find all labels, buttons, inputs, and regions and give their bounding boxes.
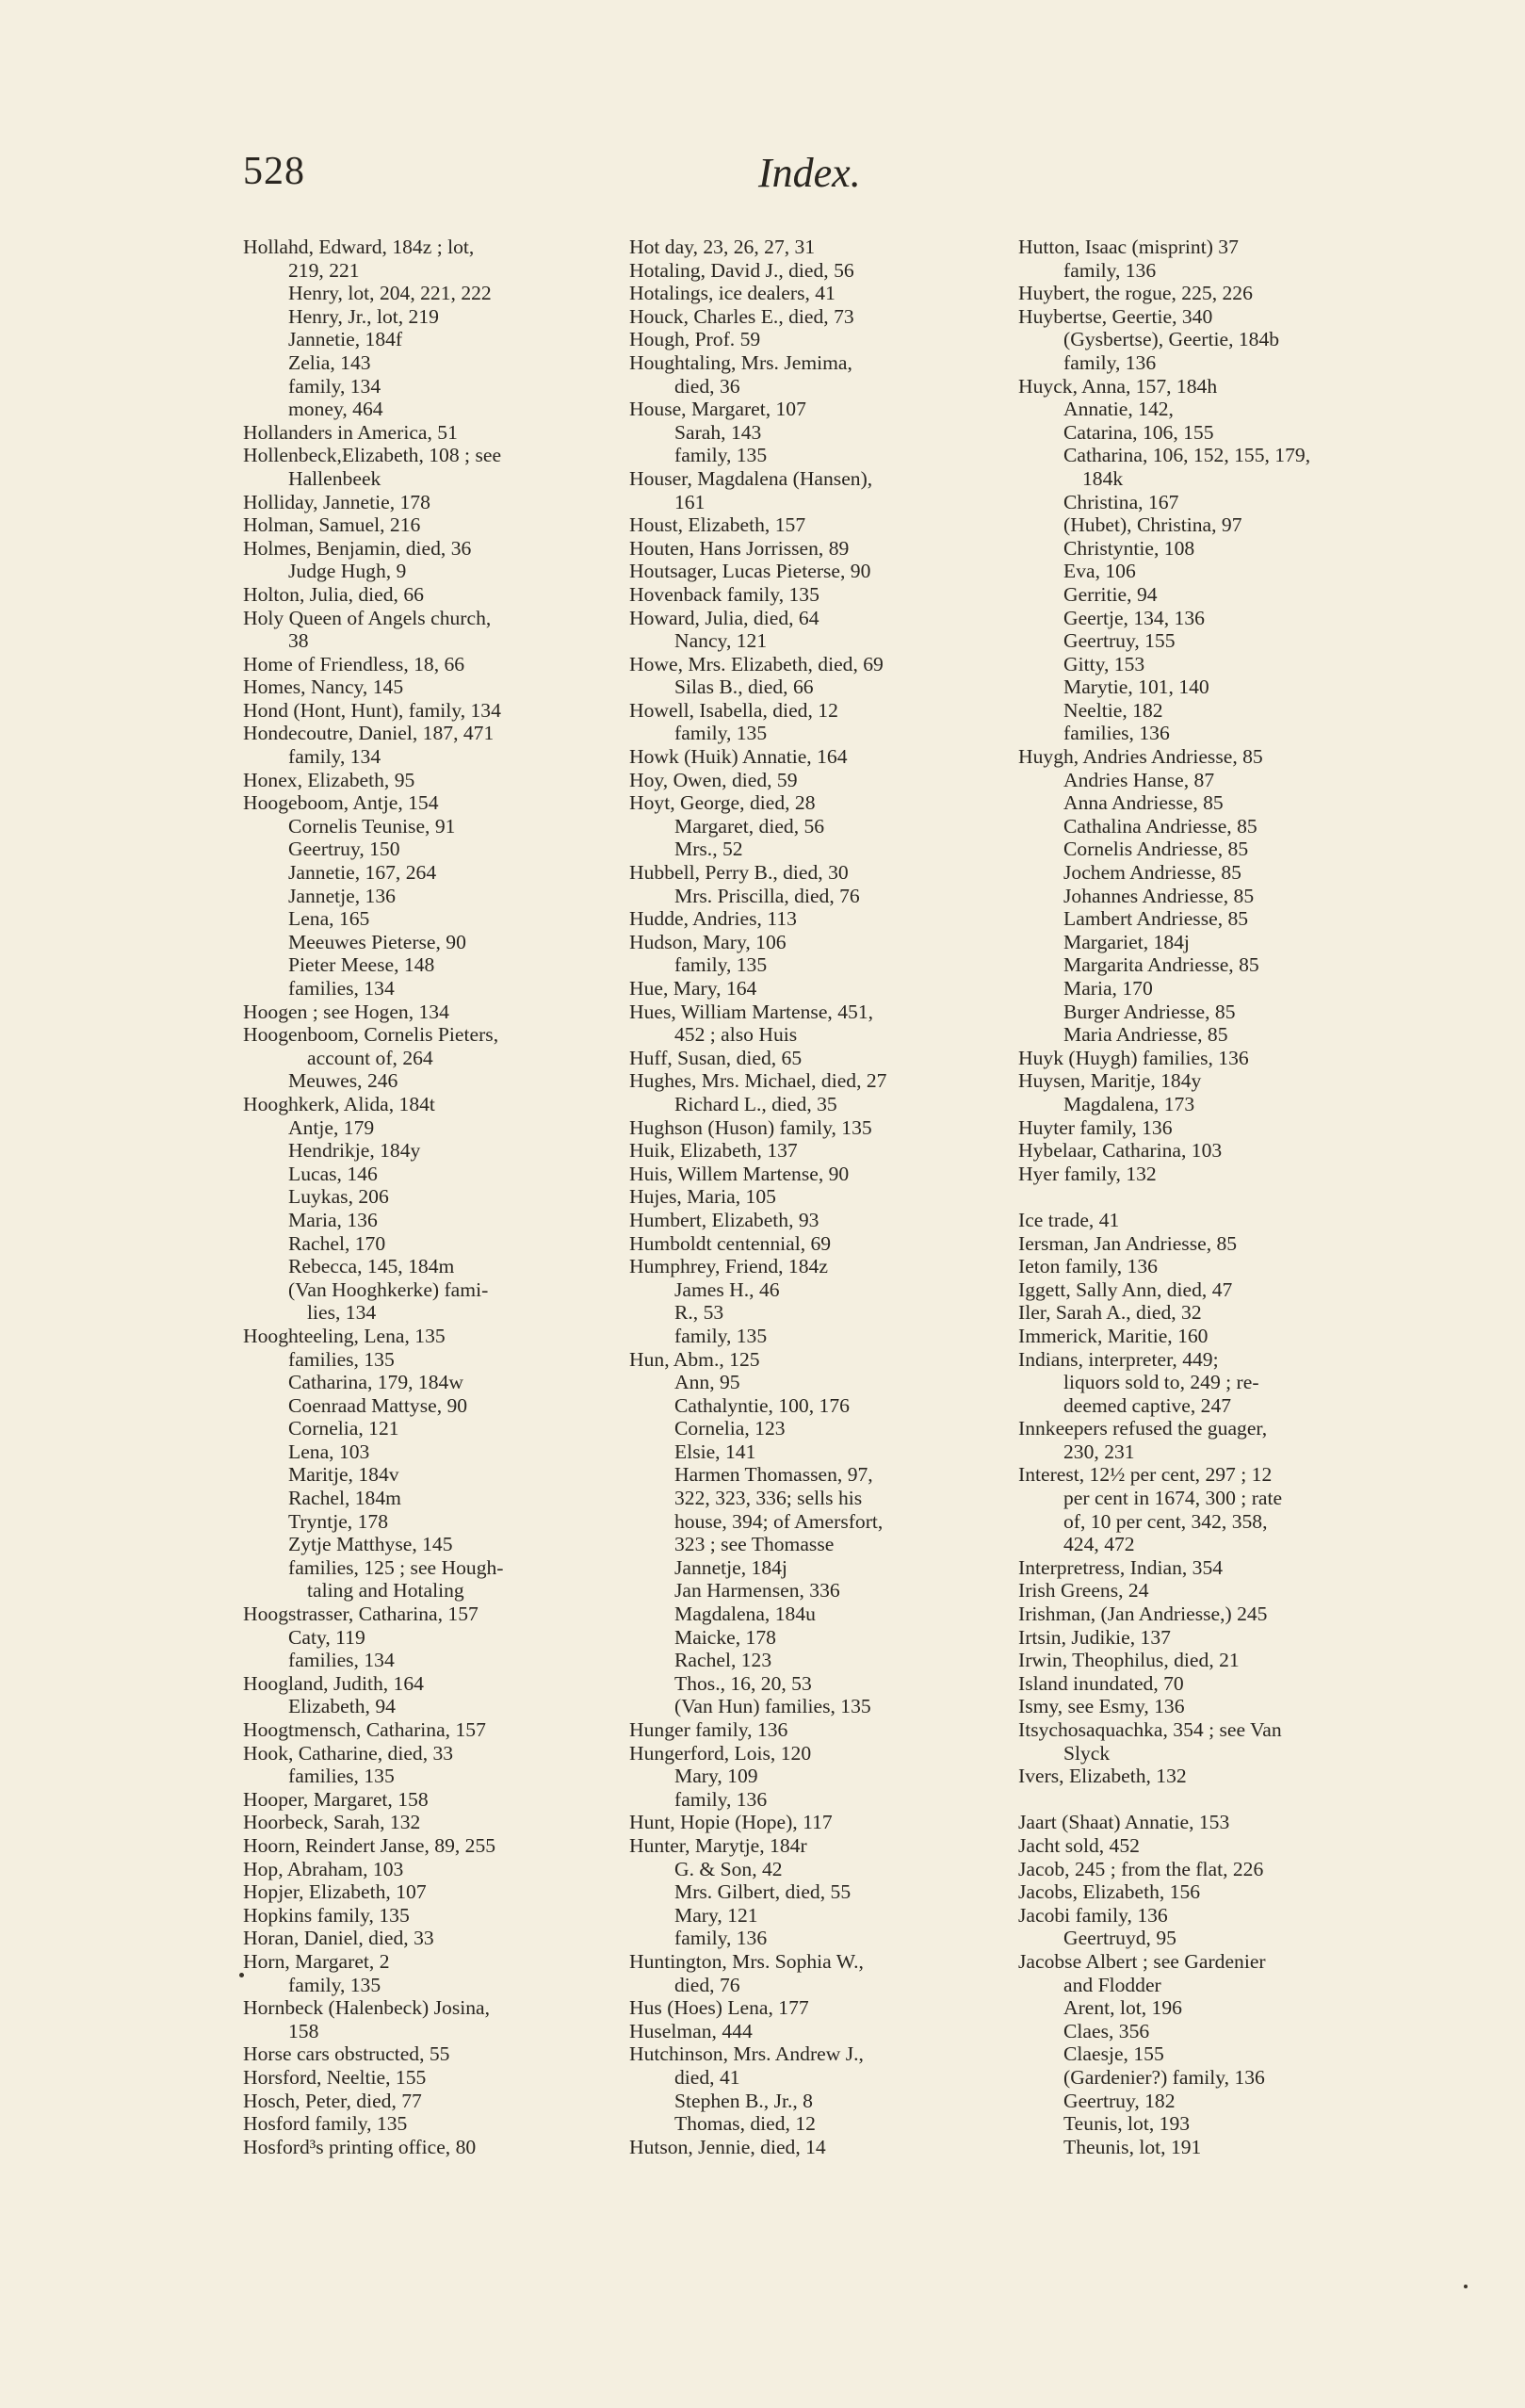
index-heading-entry: Houst, Elizabeth, 157 bbox=[629, 513, 806, 537]
index-heading-entry: Hungerford, Lois, 120 bbox=[629, 1741, 812, 1765]
index-heading-entry: Houtsager, Lucas Pieterse, 90 bbox=[629, 560, 871, 583]
index-heading-entry: House, Margaret, 107 bbox=[629, 398, 806, 421]
index-subentry: Slyck bbox=[1063, 1741, 1111, 1765]
index-heading-entry: Humphrey, Friend, 184z bbox=[629, 1255, 828, 1278]
index-heading-entry: Hughson (Huson) family, 135 bbox=[629, 1115, 872, 1139]
index-heading-entry: Howard, Julia, died, 64 bbox=[629, 606, 819, 629]
index-heading-entry: Huis, Willem Martense, 90 bbox=[629, 1162, 850, 1185]
index-subentry: Margaret, died, 56 bbox=[674, 814, 825, 838]
index-subentry: (Hubet), Christina, 97 bbox=[1063, 513, 1242, 537]
index-heading-entry: Huygh, Andries Andriesse, 85 bbox=[1018, 745, 1263, 769]
index-subentry: Christina, 167 bbox=[1063, 490, 1179, 513]
index-heading-entry: Huff, Susan, died, 65 bbox=[629, 1046, 803, 1069]
index-subentry: Rachel, 184m bbox=[288, 1487, 401, 1510]
index-heading-entry: Iersman, Jan Andriesse, 85 bbox=[1018, 1231, 1238, 1255]
index-heading-entry: Jaart (Shaat) Annatie, 153 bbox=[1018, 1811, 1230, 1834]
index-heading-entry: Horan, Daniel, died, 33 bbox=[243, 1927, 434, 1950]
index-heading-entry: Hooper, Margaret, 158 bbox=[243, 1787, 429, 1811]
index-heading-entry: Jacobs, Elizabeth, 156 bbox=[1018, 1880, 1201, 1904]
index-heading-entry: Hosch, Peter, died, 77 bbox=[243, 2089, 422, 2112]
index-heading-entry: Hutson, Jennie, died, 14 bbox=[629, 2135, 826, 2158]
index-heading-entry: Humboldt centennial, 69 bbox=[629, 1231, 832, 1255]
index-subentry: Andries Hanse, 87 bbox=[1063, 768, 1215, 791]
index-heading-entry: Ieton family, 136 bbox=[1018, 1255, 1158, 1278]
index-heading-entry: Ice trade, 41 bbox=[1018, 1208, 1120, 1231]
index-column-2 bbox=[629, 236, 995, 2158]
index-subentry: Pieter Meese, 148 bbox=[288, 953, 435, 977]
index-heading-entry: Hunt, Hopie (Hope), 117 bbox=[629, 1811, 833, 1834]
index-subentry: Luykas, 206 bbox=[288, 1185, 389, 1209]
index-heading-entry: Huyk (Huygh) families, 136 bbox=[1018, 1046, 1249, 1069]
index-subentry: Thos., 16, 20, 53 bbox=[674, 1671, 812, 1695]
index-subentry: Sarah, 143 bbox=[674, 420, 762, 444]
index-heading-entry: Hond (Hont, Hunt), family, 134 bbox=[243, 698, 501, 722]
index-subentry: Richard L., died, 35 bbox=[674, 1092, 837, 1115]
index-subentry: Antje, 179 bbox=[288, 1115, 375, 1139]
index-heading-entry: Hoogeboom, Antje, 154 bbox=[243, 791, 439, 815]
index-heading-entry: Interpretress, Indian, 354 bbox=[1018, 1555, 1224, 1579]
index-heading-entry: Homes, Nancy, 145 bbox=[243, 675, 404, 699]
index-subentry: G. & Son, 42 bbox=[674, 1857, 783, 1880]
index-subentry: liquors sold to, 249 ; re- bbox=[1063, 1371, 1259, 1394]
index-heading-entry: Horse cars obstructed, 55 bbox=[243, 2042, 450, 2066]
index-heading-entry: Holton, Julia, died, 66 bbox=[243, 582, 424, 606]
index-heading-entry: Hoogen ; see Hogen, 134 bbox=[243, 1000, 449, 1023]
index-subentry: Cornelis Andriesse, 85 bbox=[1063, 838, 1249, 861]
index-subentry: 323 ; see Thomasse bbox=[674, 1533, 835, 1556]
index-heading-entry: Hooghteeling, Lena, 135 bbox=[243, 1324, 446, 1347]
index-heading-entry: Hoorn, Reindert Janse, 89, 255 bbox=[243, 1833, 496, 1857]
index-subentry: Geertruyd, 95 bbox=[1063, 1927, 1176, 1950]
index-subentry: 158 bbox=[288, 2019, 319, 2042]
index-heading-entry: Houck, Charles E., died, 73 bbox=[629, 304, 854, 328]
index-subentry: Meeuwes Pieterse, 90 bbox=[288, 930, 466, 953]
index-subentry: money, 464 bbox=[288, 398, 383, 421]
index-subentry: family, 135 bbox=[288, 1973, 381, 1996]
index-heading-entry: Irish Greens, 24 bbox=[1018, 1579, 1149, 1603]
index-subentry: family, 136 bbox=[1063, 258, 1157, 282]
index-subentry: Neeltie, 182 bbox=[1063, 698, 1163, 722]
index-subentry: Cornelia, 123 bbox=[674, 1417, 786, 1440]
ink-speck bbox=[239, 1973, 244, 1977]
index-subentry: Annatie, 142, bbox=[1063, 398, 1174, 421]
index-subentry: Margariet, 184j bbox=[1063, 930, 1190, 953]
index-heading-entry: Hopjer, Elizabeth, 107 bbox=[243, 1880, 427, 1904]
index-subentry: (Van Hun) families, 135 bbox=[674, 1695, 871, 1718]
index-subentry: Elizabeth, 94 bbox=[288, 1695, 396, 1718]
index-subentry: family, 135 bbox=[674, 444, 768, 467]
index-heading-entry: Houten, Hans Jorrissen, 89 bbox=[629, 536, 850, 560]
index-heading-entry: Howe, Mrs. Elizabeth, died, 69 bbox=[629, 652, 884, 675]
index-heading-entry: Hopkins family, 135 bbox=[243, 1903, 410, 1927]
index-heading-entry: Ismy, see Esmy, 136 bbox=[1018, 1695, 1185, 1718]
index-subentry: Cornelis Teunise, 91 bbox=[288, 814, 456, 838]
index-subentry: died, 76 bbox=[674, 1973, 740, 1996]
index-heading-entry: Hyer family, 132 bbox=[1018, 1162, 1157, 1185]
index-heading-entry: Hue, Mary, 164 bbox=[629, 977, 757, 1000]
index-heading-entry: Hughes, Mrs. Michael, died, 27 bbox=[629, 1069, 887, 1093]
index-subentry: Hendrikje, 184y bbox=[288, 1139, 421, 1163]
index-heading-entry: Hoorbeck, Sarah, 132 bbox=[243, 1811, 421, 1834]
index-heading-entry: Hosford³s printing office, 80 bbox=[243, 2135, 477, 2158]
index-heading-entry: Hondecoutre, Daniel, 187, 471 bbox=[243, 722, 495, 745]
index-heading-entry: Irishman, (Jan Andriesse,) 245 bbox=[1018, 1603, 1268, 1626]
index-heading-entry: Hun, Abm., 125 bbox=[629, 1347, 760, 1371]
index-heading-entry: Hoy, Owen, died, 59 bbox=[629, 768, 798, 791]
index-subentry: lies, 134 bbox=[307, 1301, 377, 1325]
index-heading-entry: Ivers, Elizabeth, 132 bbox=[1018, 1765, 1187, 1788]
index-subentry: Meuwes, 246 bbox=[288, 1069, 398, 1093]
index-subentry: account of, 264 bbox=[307, 1046, 433, 1069]
index-heading-entry: Hoogstrasser, Catharina, 157 bbox=[243, 1603, 479, 1626]
index-heading-entry: Hues, William Martense, 451, bbox=[629, 1000, 874, 1023]
index-heading-entry: Holmes, Benjamin, died, 36 bbox=[243, 536, 472, 560]
index-subentry: Cathalyntie, 100, 176 bbox=[674, 1393, 850, 1417]
index-heading-entry: Howell, Isabella, died, 12 bbox=[629, 698, 838, 722]
index-subentry: Rachel, 170 bbox=[288, 1231, 386, 1255]
index-heading-entry: Holy Queen of Angels church, bbox=[243, 606, 492, 629]
index-subentry: Rachel, 123 bbox=[674, 1649, 772, 1672]
index-subentry: Maria, 170 bbox=[1063, 977, 1153, 1000]
index-subentry: Geertje, 134, 136 bbox=[1063, 606, 1205, 629]
index-heading-entry: Huysen, Maritje, 184y bbox=[1018, 1069, 1202, 1093]
index-subentry: Mrs. Priscilla, died, 76 bbox=[674, 884, 860, 907]
index-subentry: 161 bbox=[674, 490, 706, 513]
index-subentry: Jannetie, 167, 264 bbox=[288, 861, 437, 885]
index-subentry: Stephen B., Jr., 8 bbox=[674, 2089, 813, 2112]
index-heading-entry: Innkeepers refused the guager, bbox=[1018, 1417, 1268, 1440]
index-subentry: family, 135 bbox=[674, 953, 768, 977]
index-subentry: family, 135 bbox=[674, 1324, 768, 1347]
index-heading-entry: Hunter, Marytje, 184r bbox=[629, 1833, 807, 1857]
index-heading-entry: Huyter family, 136 bbox=[1018, 1115, 1173, 1139]
index-heading-entry: Jacobi family, 136 bbox=[1018, 1903, 1168, 1927]
index-heading-entry: Jacobse Albert ; see Gardenier bbox=[1018, 1949, 1266, 1973]
index-subentry: 38 bbox=[288, 629, 309, 653]
index-subentry: Catharina, 179, 184w bbox=[288, 1371, 463, 1394]
index-heading-entry: Iler, Sarah A., died, 32 bbox=[1018, 1301, 1202, 1325]
ink-speck bbox=[1464, 2285, 1468, 2288]
index-subentry: 184k bbox=[1082, 466, 1124, 490]
index-subentry: 219, 221 bbox=[288, 258, 360, 282]
index-subentry: Burger Andriesse, 85 bbox=[1063, 1000, 1236, 1023]
index-subentry: died, 36 bbox=[674, 374, 740, 398]
index-heading-entry: Hop, Abraham, 103 bbox=[243, 1857, 404, 1880]
index-subentry: 322, 323, 336; sells his bbox=[674, 1487, 863, 1510]
index-heading-entry: Hornbeck (Halenbeck) Josina, bbox=[243, 1996, 491, 2020]
index-heading-entry: Hooghkerk, Alida, 184t bbox=[243, 1092, 435, 1115]
index-heading-entry: Hudson, Mary, 106 bbox=[629, 930, 787, 953]
index-subentry: Caty, 119 bbox=[288, 1625, 365, 1649]
index-heading-entry: Hybelaar, Catharina, 103 bbox=[1018, 1139, 1223, 1163]
index-heading-entry: Irtsin, Judikie, 137 bbox=[1018, 1625, 1171, 1649]
index-heading-entry: Hoogland, Judith, 164 bbox=[243, 1671, 424, 1695]
index-subentry: Magdalena, 173 bbox=[1063, 1092, 1195, 1115]
index-subentry: Teunis, lot, 193 bbox=[1063, 2112, 1191, 2136]
index-heading-entry: Jacht sold, 452 bbox=[1018, 1833, 1140, 1857]
index-subentry: Maicke, 178 bbox=[674, 1625, 776, 1649]
index-subentry: 452 ; also Huis bbox=[674, 1023, 798, 1047]
index-heading-entry: Humbert, Elizabeth, 93 bbox=[629, 1208, 819, 1231]
index-subentry: family, 136 bbox=[674, 1787, 768, 1811]
index-subentry: Jochem Andriesse, 85 bbox=[1063, 861, 1241, 885]
index-subentry: Hallenbeek bbox=[288, 466, 381, 490]
index-subentry: families, 136 bbox=[1063, 722, 1170, 745]
index-subentry: Geertruy, 150 bbox=[288, 838, 400, 861]
index-heading-entry: Huselman, 444 bbox=[629, 2019, 753, 2042]
index-subentry: Nancy, 121 bbox=[674, 629, 768, 653]
index-subentry: (Gardenier?) family, 136 bbox=[1063, 2065, 1265, 2089]
index-subentry: family, 135 bbox=[674, 722, 768, 745]
index-heading-entry: Immerick, Maritie, 160 bbox=[1018, 1324, 1209, 1347]
index-heading-entry: Huybert, the rogue, 225, 226 bbox=[1018, 282, 1253, 305]
index-subentry: Jan Harmensen, 336 bbox=[674, 1579, 840, 1603]
index-heading-entry: Hotalings, ice dealers, 41 bbox=[629, 282, 836, 305]
index-subentry: (Van Hooghkerke) fami- bbox=[288, 1277, 489, 1301]
index-subentry: families, 135 bbox=[288, 1765, 395, 1788]
index-heading-entry: Hubbell, Perry B., died, 30 bbox=[629, 861, 849, 885]
index-subentry: families, 135 bbox=[288, 1347, 395, 1371]
index-heading-entry: Hoogtmensch, Catharina, 157 bbox=[243, 1718, 486, 1741]
index-subentry: Silas B., died, 66 bbox=[674, 675, 814, 699]
index-subentry: Harmen Thomassen, 97, bbox=[674, 1463, 873, 1487]
index-heading-entry: Itsychosaquachka, 354 ; see Van bbox=[1018, 1718, 1282, 1741]
index-heading-entry: Hough, Prof. 59 bbox=[629, 328, 761, 351]
index-subentry: Cathalina Andriesse, 85 bbox=[1063, 814, 1257, 838]
index-column-3 bbox=[1018, 236, 1387, 2158]
index-column-1 bbox=[243, 236, 608, 2158]
page-header bbox=[243, 149, 1241, 205]
index-subentry: Rebecca, 145, 184m bbox=[288, 1255, 455, 1278]
index-heading-entry: Interest, 12½ per cent, 297 ; 12 bbox=[1018, 1463, 1273, 1487]
index-heading-entry: Hot day, 23, 26, 27, 31 bbox=[629, 236, 816, 258]
index-heading-entry: Hovenback family, 135 bbox=[629, 582, 819, 606]
index-subentry: Eva, 106 bbox=[1063, 560, 1136, 583]
index-subentry: families, 134 bbox=[288, 977, 395, 1000]
index-subentry: Anna Andriesse, 85 bbox=[1063, 791, 1224, 815]
index-subentry: Zelia, 143 bbox=[288, 350, 371, 374]
index-subentry: family, 134 bbox=[288, 745, 381, 769]
index-subentry: Geertruy, 155 bbox=[1063, 629, 1176, 653]
index-subentry: Ann, 95 bbox=[674, 1371, 740, 1394]
index-subentry: Maria Andriesse, 85 bbox=[1063, 1023, 1228, 1047]
index-subentry: 424, 472 bbox=[1063, 1533, 1135, 1556]
page-number: 528 bbox=[243, 150, 305, 193]
index-heading-entry: Holliday, Jannetie, 178 bbox=[243, 490, 430, 513]
index-heading-entry: Hoyt, George, died, 28 bbox=[629, 791, 816, 815]
index-subentry: families, 125 ; see Hough- bbox=[288, 1555, 504, 1579]
index-subentry: Mrs., 52 bbox=[674, 838, 743, 861]
index-heading-entry: Horn, Margaret, 2 bbox=[243, 1949, 390, 1973]
index-subentry: Arent, lot, 196 bbox=[1063, 1996, 1182, 2020]
index-heading-entry: Hook, Catharine, died, 33 bbox=[243, 1741, 454, 1765]
index-subentry: Geertruy, 182 bbox=[1063, 2089, 1176, 2112]
index-subentry: Lambert Andriesse, 85 bbox=[1063, 907, 1249, 931]
index-subentry: James H., 46 bbox=[674, 1277, 780, 1301]
index-subentry: Catharina, 106, 152, 155, 179, bbox=[1063, 444, 1311, 467]
index-subentry: Henry, Jr., lot, 219 bbox=[288, 304, 439, 328]
index-heading-entry: Horsford, Neeltie, 155 bbox=[243, 2065, 427, 2089]
index-subentry: deemed captive, 247 bbox=[1063, 1393, 1232, 1417]
index-subentry: R., 53 bbox=[674, 1301, 724, 1325]
index-subentry: Tryntje, 178 bbox=[288, 1509, 388, 1533]
index-subentry: Claes, 356 bbox=[1063, 2019, 1150, 2042]
index-heading-entry: Hollenbeck,Elizabeth, 108 ; see bbox=[243, 444, 502, 467]
index-heading-entry: Irwin, Theophilus, died, 21 bbox=[1018, 1649, 1240, 1672]
index-heading-entry: Iggett, Sally Ann, died, 47 bbox=[1018, 1277, 1233, 1301]
index-heading-entry: Hollahd, Edward, 184z ; lot, bbox=[243, 236, 475, 258]
index-subentry: of, 10 per cent, 342, 358, bbox=[1063, 1509, 1268, 1533]
section-gap bbox=[1018, 1788, 1387, 1812]
index-subentry: (Gysbertse), Geertie, 184b bbox=[1063, 328, 1280, 351]
index-heading-entry: Hosford family, 135 bbox=[243, 2112, 408, 2136]
index-subentry: taling and Hotaling bbox=[307, 1579, 464, 1603]
index-heading-entry: Huybertse, Geertie, 340 bbox=[1018, 304, 1213, 328]
index-heading-entry: Holman, Samuel, 216 bbox=[243, 513, 421, 537]
index-subentry: families, 134 bbox=[288, 1649, 395, 1672]
index-heading-entry: Hotaling, David J., died, 56 bbox=[629, 258, 854, 282]
index-subentry: family, 134 bbox=[288, 374, 381, 398]
index-subentry: Gitty, 153 bbox=[1063, 652, 1145, 675]
index-subentry: family, 136 bbox=[674, 1927, 768, 1950]
index-subentry: Henry, lot, 204, 221, 222 bbox=[288, 282, 492, 305]
index-subentry: Mary, 121 bbox=[674, 1903, 758, 1927]
index-heading-entry: Huik, Elizabeth, 137 bbox=[629, 1139, 798, 1163]
index-subentry: Mrs. Gilbert, died, 55 bbox=[674, 1880, 852, 1904]
index-heading-entry: Houghtaling, Mrs. Jemima, bbox=[629, 350, 852, 374]
index-heading-entry: Hunger family, 136 bbox=[629, 1718, 788, 1741]
index-subentry: Judge Hugh, 9 bbox=[288, 560, 407, 583]
index-subentry: and Flodder bbox=[1063, 1973, 1161, 1996]
index-subentry: died, 41 bbox=[674, 2065, 740, 2089]
index-subentry: Lena, 165 bbox=[288, 907, 370, 931]
index-subentry: Lena, 103 bbox=[288, 1440, 370, 1463]
index-heading-entry: Indians, interpreter, 449; bbox=[1018, 1347, 1219, 1371]
index-subentry: Coenraad Mattyse, 90 bbox=[288, 1393, 468, 1417]
index-heading-entry: Island inundated, 70 bbox=[1018, 1671, 1184, 1695]
index-heading-entry: Honex, Elizabeth, 95 bbox=[243, 768, 415, 791]
index-subentry: Theunis, lot, 191 bbox=[1063, 2135, 1202, 2158]
index-subentry: Magdalena, 184u bbox=[674, 1603, 816, 1626]
index-subentry: Claesje, 155 bbox=[1063, 2042, 1164, 2066]
index-heading-entry: Home of Friendless, 18, 66 bbox=[243, 652, 465, 675]
index-subentry: Christyntie, 108 bbox=[1063, 536, 1195, 560]
index-subentry: Zytje Matthyse, 145 bbox=[288, 1533, 453, 1556]
index-subentry: Gerritie, 94 bbox=[1063, 582, 1158, 606]
index-subentry: family, 136 bbox=[1063, 350, 1157, 374]
index-subentry: Jannetie, 184f bbox=[288, 328, 403, 351]
index-subentry: Margarita Andriesse, 85 bbox=[1063, 953, 1259, 977]
index-heading-entry: Hujes, Maria, 105 bbox=[629, 1185, 776, 1209]
index-heading-entry: Houser, Magdalena (Hansen), bbox=[629, 466, 873, 490]
running-head: Index. bbox=[758, 150, 861, 196]
index-subentry: Maria, 136 bbox=[288, 1208, 378, 1231]
section-gap bbox=[1018, 1185, 1387, 1209]
index-subentry: Lucas, 146 bbox=[288, 1162, 378, 1185]
index-subentry: house, 394; of Amersfort, bbox=[674, 1509, 884, 1533]
index-heading-entry: Huntington, Mrs. Sophia W., bbox=[629, 1949, 864, 1973]
index-subentry: Cornelia, 121 bbox=[288, 1417, 399, 1440]
index-heading-entry: Hutchinson, Mrs. Andrew J., bbox=[629, 2042, 864, 2066]
index-heading-entry: Hudde, Andries, 113 bbox=[629, 907, 797, 931]
index-subentry: Jannetje, 184j bbox=[674, 1555, 787, 1579]
index-subentry: Jannetje, 136 bbox=[288, 884, 396, 907]
index-heading-entry: Jacob, 245 ; from the flat, 226 bbox=[1018, 1857, 1264, 1880]
index-heading-entry: Huyck, Anna, 157, 184h bbox=[1018, 374, 1218, 398]
index-heading-entry: Hoogenboom, Cornelis Pieters, bbox=[243, 1023, 499, 1047]
index-subentry: Maritje, 184v bbox=[288, 1463, 399, 1487]
index-heading-entry: Hus (Hoes) Lena, 177 bbox=[629, 1996, 809, 2020]
index-subentry: Thomas, died, 12 bbox=[674, 2112, 816, 2136]
index-subentry: Johannes Andriesse, 85 bbox=[1063, 884, 1255, 907]
index-heading-entry: Hutton, Isaac (misprint) 37 bbox=[1018, 236, 1239, 258]
index-subentry: Mary, 109 bbox=[674, 1765, 758, 1788]
index-subentry: Elsie, 141 bbox=[674, 1440, 756, 1463]
index-heading-entry: Howk (Huik) Annatie, 164 bbox=[629, 745, 848, 769]
index-subentry: Marytie, 101, 140 bbox=[1063, 675, 1209, 699]
index-subentry: per cent in 1674, 300 ; rate bbox=[1063, 1487, 1283, 1510]
index-heading-entry: Hollanders in America, 51 bbox=[243, 420, 458, 444]
index-subentry: Catarina, 106, 155 bbox=[1063, 420, 1214, 444]
index-subentry: 230, 231 bbox=[1063, 1440, 1135, 1463]
